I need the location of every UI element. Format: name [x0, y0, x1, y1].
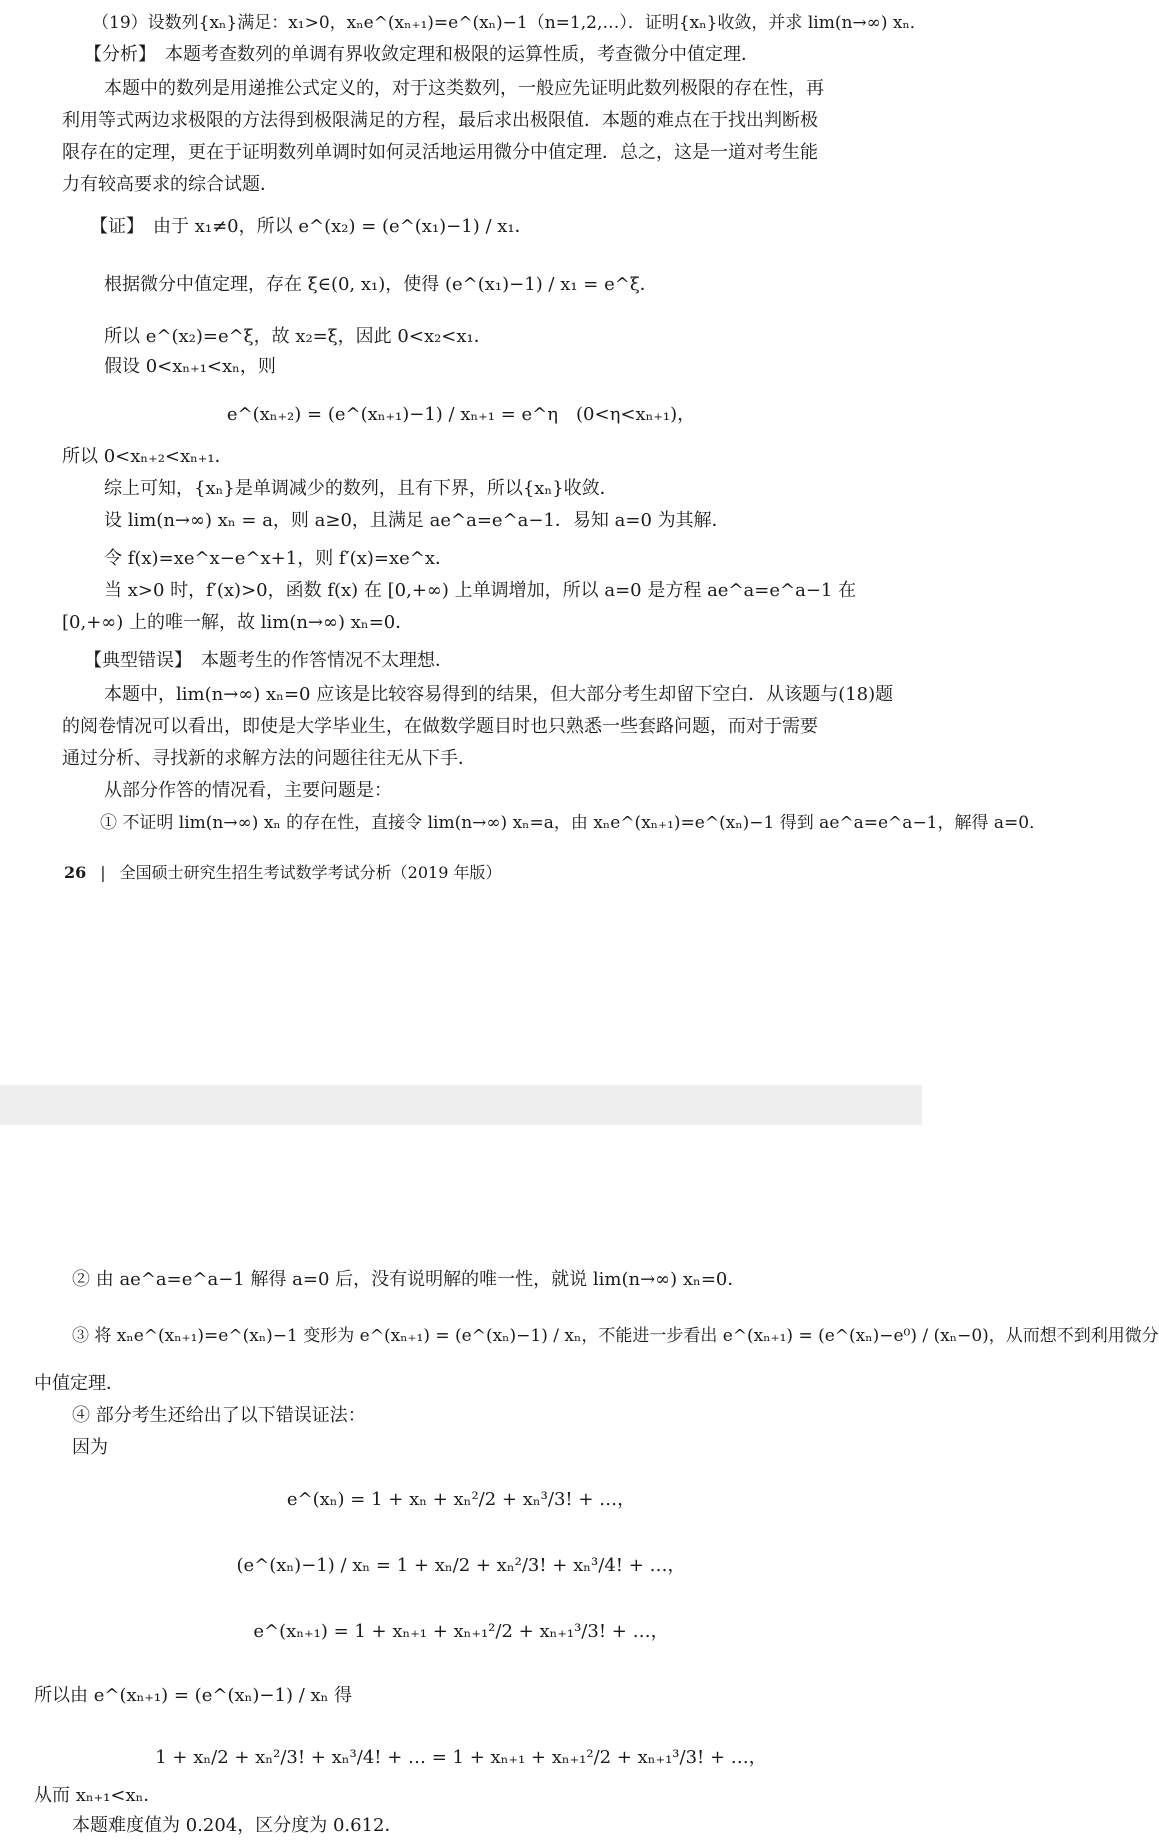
monotonic-argument-line-1: 当 x>0 时，f′(x)>0，函数 f(x) 在 [0,+∞) 上单调增加，所以 a=0 是方程 ae^a=e^a−1 在: [104, 580, 857, 601]
series-expansion-1: e^(xₙ) = 1 + xₙ + xₙ²/2 + xₙ³/3! + …，: [286, 1489, 636, 1510]
page-footer: [64, 858, 501, 888]
auxiliary-function-line: 令 f(x)=xe^x−e^x+1，则 f′(x)=xe^x．: [104, 548, 453, 569]
monotonic-argument-line-2: [0,+∞) 上的唯一解，故 lim(n→∞) xₙ=0．: [62, 612, 414, 633]
x2-conclusion-line: 所以 e^(x₂)=e^ξ，故 x₂=ξ，因此 0<x₂<x₁．: [104, 326, 492, 347]
therefore-line: 所以由 e^(xₙ₊₁) = (e^(xₙ)−1) / xₙ 得: [34, 1685, 353, 1706]
because-line: 因为: [72, 1437, 108, 1458]
errors-paragraph-line-2: 的阅卷情况可以看出，即使是大学毕业生，在做数学题目时也只熟悉一些套路问题，而对于需要: [62, 716, 818, 737]
analysis-paragraph-line-2: 利用等式两边求极限的方法得到极限满足的方程，最后求出极限值．本题的难点在于找出判断极: [62, 110, 818, 131]
error-item-2: ② 由 ae^a=e^a−1 解得 a=0 后，没有说明解的唯一性，就说 lim(n→∞) xₙ=0．: [72, 1269, 746, 1290]
book-title: 全国硕士研究生招生考试数学考试分析（2019 年版）: [119, 863, 502, 882]
errors-intro-line: 从部分作答的情况看，主要问题是：: [104, 780, 392, 801]
footer-separator: |: [100, 863, 106, 882]
typical-errors-heading-line: 【典型错误】 本题考生的作答情况不太理想．: [84, 650, 453, 671]
page-gap: [0, 1085, 922, 1125]
mean-value-line: 根据微分中值定理，存在 ξ∈(0, x₁)，使得 (e^(x₁)−1) / x₁ = e^ξ．: [104, 274, 658, 295]
analysis-paragraph-line-3: 限存在的定理，更在于证明数列单调时如何灵活地运用微分中值定理．总之，这是一道对考生能: [62, 142, 818, 163]
analysis-paragraph-line-1: 本题中的数列是用递推公式定义的，对于这类数列，一般应先证明此数列极限的存在性，再: [104, 78, 824, 99]
convergence-summary-line: 综上可知，{xₙ}是单调减少的数列，且有下界，所以{xₙ}收敛．: [104, 478, 618, 499]
induction-hypothesis-line: 假设 0<xₙ₊₁<xₙ，则: [104, 356, 276, 377]
page-2: [0, 1125, 1159, 1840]
induction-conclusion-line: 所以 0<xₙ₊₂<xₙ₊₁．: [62, 446, 233, 467]
conclusion-line: 从而 xₙ₊₁<xₙ．: [34, 1785, 162, 1806]
error-item-1: ① 不证明 lim(n→∞) xₙ 的存在性，直接令 lim(n→∞) xₙ=a，由 xₙe^(xₙ₊₁)=e^(xₙ)−1 得到 ae^a=e^a−1，解得 a=0．: [100, 813, 1047, 833]
series-expansion-3: e^(xₙ₊₁) = 1 + xₙ₊₁ + xₙ₊₁²/2 + xₙ₊₁³/3! + …，: [253, 1621, 669, 1642]
errors-paragraph-line-3: 通过分析、寻找新的求解方法的问题往往无从下手．: [62, 748, 476, 769]
induction-formula: e^(xₙ₊₂) = (e^(xₙ₊₁)−1) / xₙ₊₁ = e^η (0<η<xₙ₊₁)，: [226, 404, 696, 425]
series-comparison: 1 + xₙ/2 + xₙ²/3! + xₙ³/4! + … = 1 + xₙ₊₁ + xₙ₊₁²/2 + xₙ₊₁³/3! + …，: [155, 1747, 767, 1768]
difficulty-stats-line: 本题难度值为 0.204，区分度为 0.612．: [72, 1815, 403, 1836]
error-item-4: ④ 部分考生还给出了以下错误证法：: [72, 1405, 366, 1426]
analysis-paragraph-line-4: 力有较高要求的综合试题．: [62, 174, 278, 195]
analysis-heading-line: 【分析】 本题考查数列的单调有界收敛定理和极限的运算性质，考查微分中值定理．: [84, 44, 759, 65]
limit-equation-line: 设 lim(n→∞) xₙ = a，则 a≥0，且满足 ae^a=e^a−1．易知 a=0 为其解．: [104, 510, 730, 531]
series-expansion-2: (e^(xₙ)−1) / xₙ = 1 + xₙ/2 + xₙ²/3! + xₙ³/4! + …，: [236, 1555, 686, 1576]
error-item-3: ③ 将 xₙe^(xₙ₊₁)=e^(xₙ)−1 变形为 e^(xₙ₊₁) = (e^(xₙ)−1) / xₙ，不能进一步看出 e^(xₙ₊₁) = (e^(xₙ)−e⁰) / (xₙ−0)，从而想不到利用微分: [72, 1326, 1159, 1346]
proof-start-line: 【证】 由于 x₁≠0，所以 e^(x₂) = (e^(x₁)−1) / x₁．: [90, 216, 533, 237]
page-number: 26: [64, 863, 87, 882]
errors-paragraph-line-1: 本题中，lim(n→∞) xₙ=0 应该是比较容易得到的结果，但大部分考生却留下空白．从该题与(18)题: [104, 684, 894, 705]
error-item-3-continuation: 中值定理．: [34, 1373, 124, 1394]
problem-statement: （19）设数列{xₙ}满足：x₁>0，xₙe^(xₙ₊₁)=e^(xₙ)−1（n=1,2,…）．证明{xₙ}收敛，并求 lim(n→∞) xₙ．: [92, 13, 927, 33]
